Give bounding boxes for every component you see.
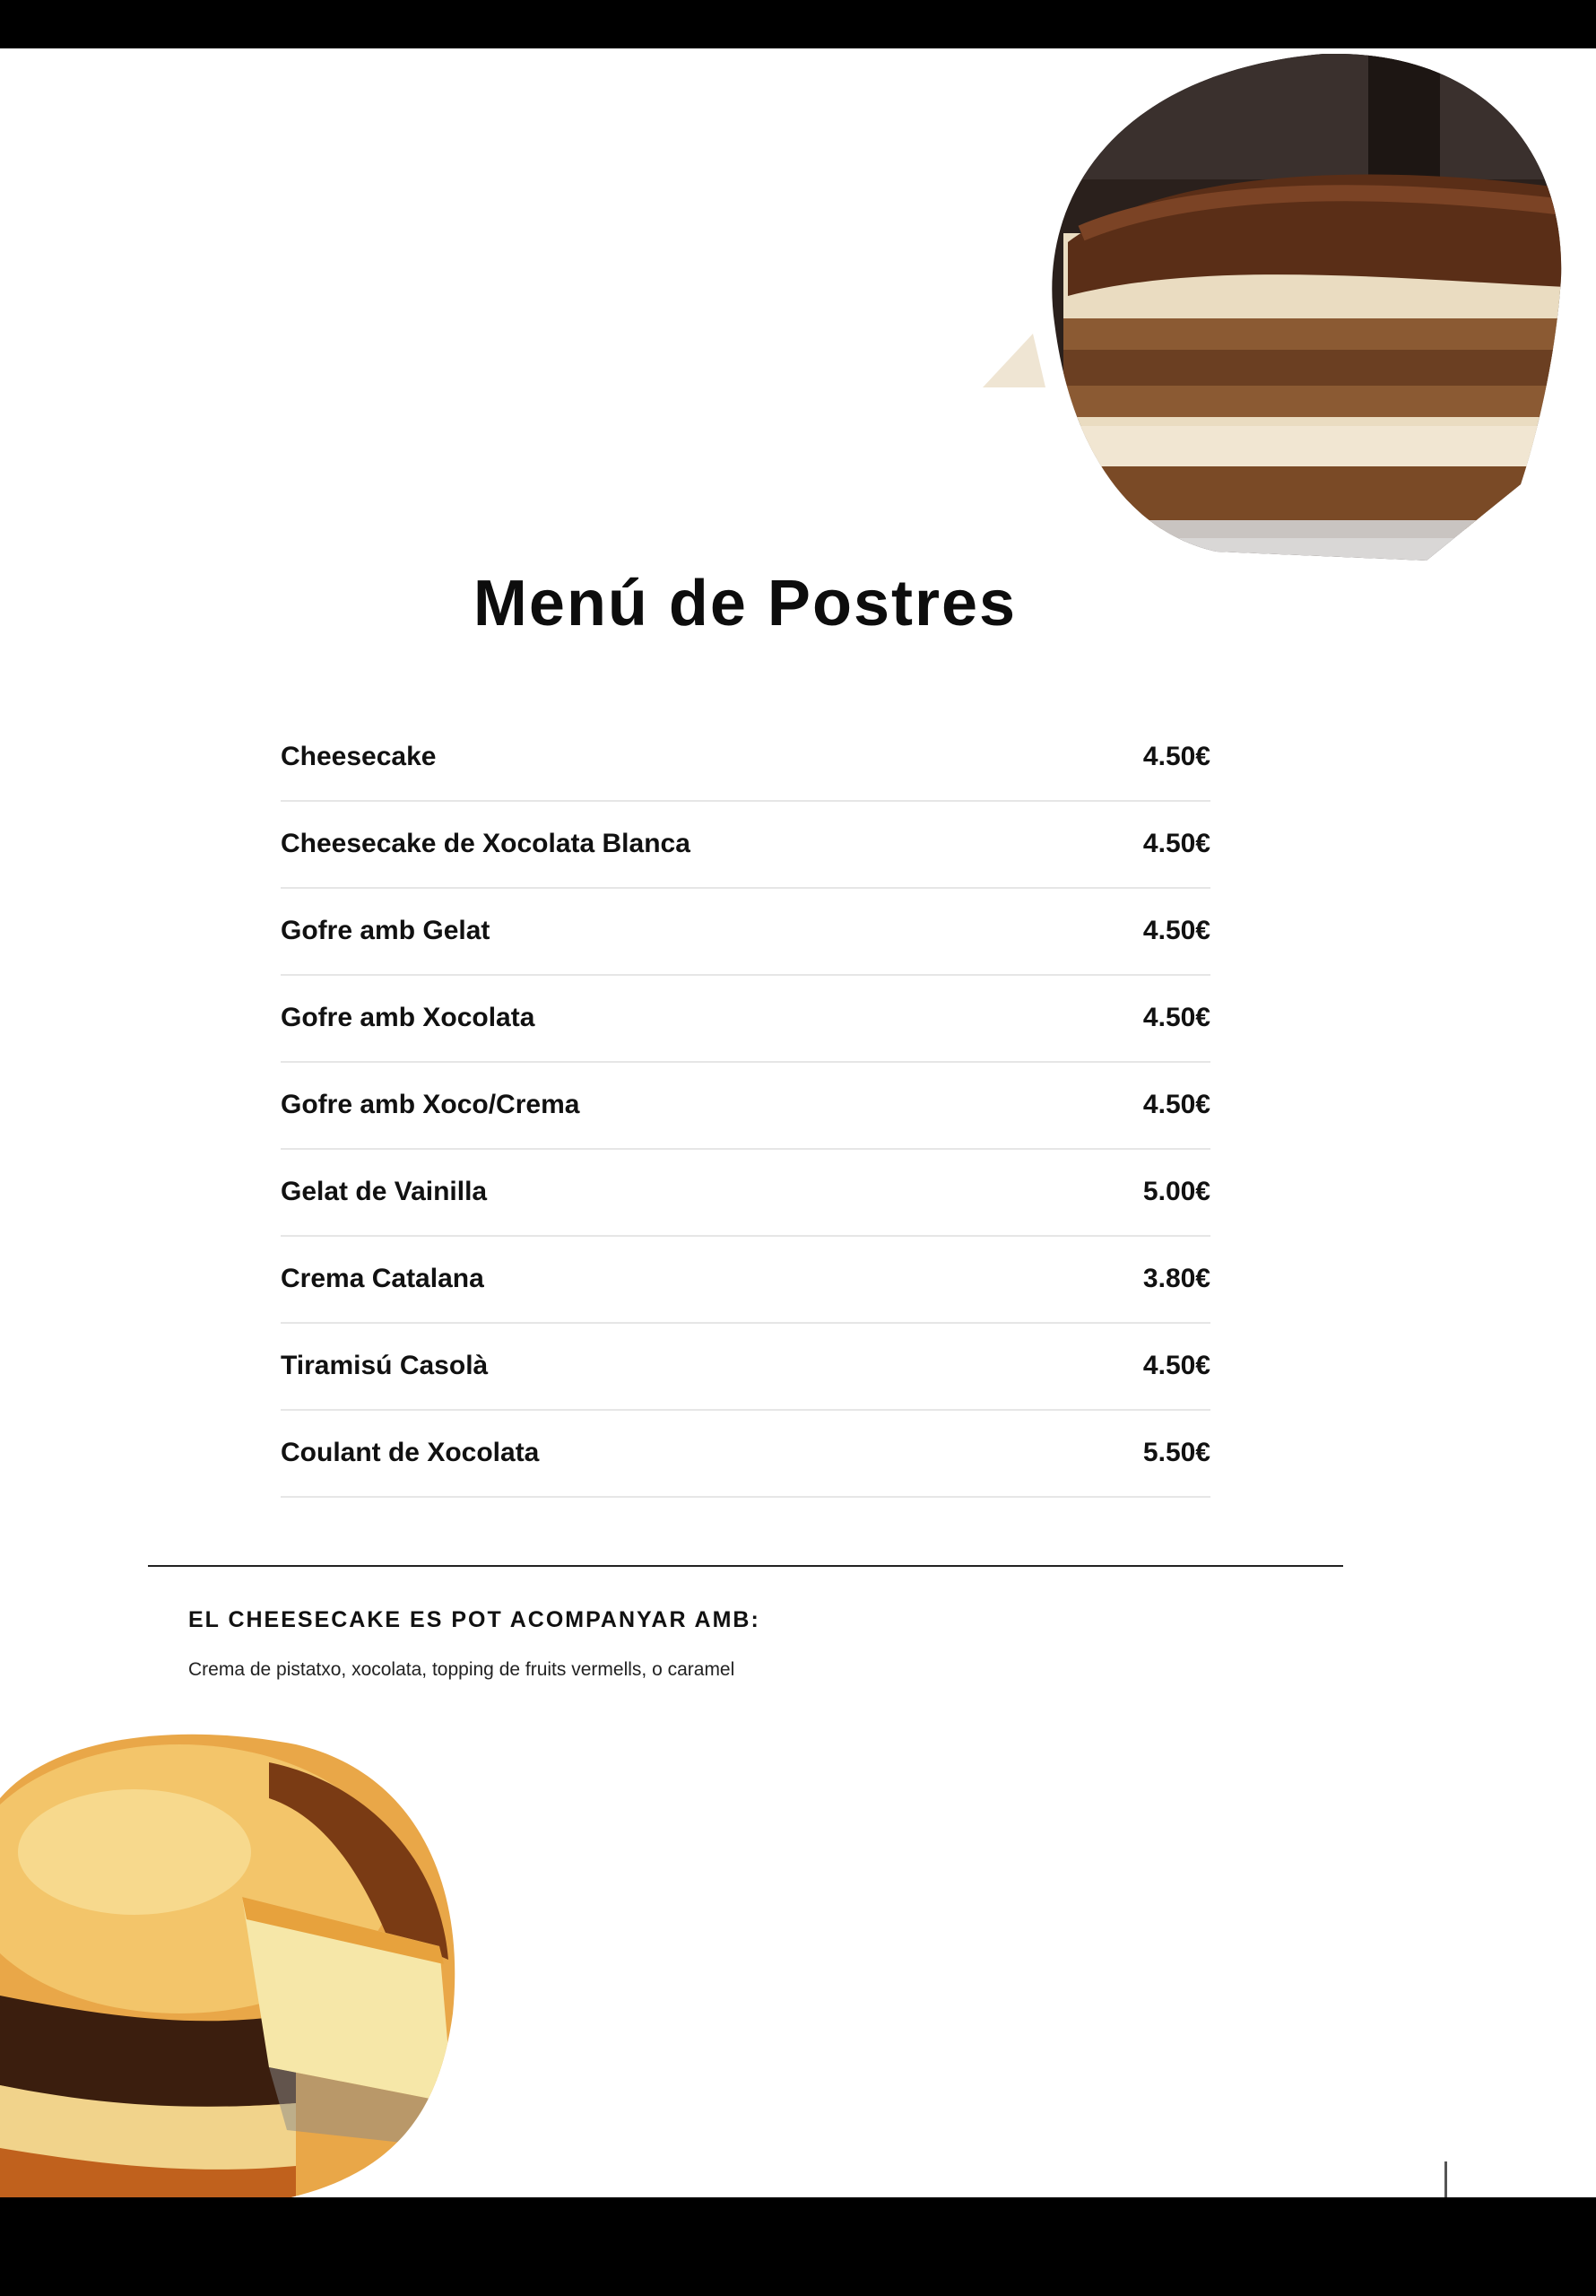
menu-item-price: 4.50€ (1142, 742, 1210, 771)
menu-item-name: Cheesecake (281, 742, 437, 771)
text-cursor (1444, 2161, 1447, 2199)
menu-item-name: Crema Catalana (281, 1264, 484, 1293)
menu-row (281, 715, 1210, 802)
menu-row (281, 889, 1210, 976)
page-title: Menú de Postres (473, 568, 1018, 639)
menu-item-name: Coulant de Xocolata (281, 1438, 540, 1467)
menu-item-name: Gofre amb Xoco/Crema (281, 1090, 580, 1119)
menu-item-name: Gelat de Vainilla (281, 1177, 488, 1206)
menu-item-price: 4.50€ (1142, 1003, 1210, 1032)
dessert-menu-list (281, 715, 1210, 1498)
menu-row (281, 802, 1210, 889)
menu-item-price: 3.80€ (1142, 1264, 1210, 1293)
menu-item-name: Cheesecake de Xocolata Blanca (281, 829, 690, 858)
menu-item-price: 4.50€ (1142, 829, 1210, 858)
tiramisu-photo (983, 54, 1566, 565)
menu-item-name: Tiramisú Casolà (281, 1351, 489, 1380)
note-text: Crema de pistatxo, xocolata, topping de fruits vermells, o caramel (188, 1659, 735, 1680)
menu-item-price: 4.50€ (1142, 1351, 1210, 1380)
menu-row (281, 1150, 1210, 1237)
menu-row (281, 1237, 1210, 1324)
menu-row (281, 1324, 1210, 1411)
section-divider (148, 1565, 1343, 1567)
menu-row (281, 1411, 1210, 1498)
bottom-black-bar (0, 2197, 1596, 2296)
top-black-bar (0, 0, 1596, 48)
menu-row (281, 976, 1210, 1063)
note-heading: EL CHEESECAKE ES POT ACOMPANYAR AMB: (188, 1607, 760, 1632)
menu-item-price: 4.50€ (1142, 916, 1210, 945)
menu-item-price: 5.00€ (1142, 1177, 1210, 1206)
menu-item-price: 4.50€ (1142, 1090, 1210, 1119)
cheesecake-photo (0, 1726, 459, 2206)
menu-item-name: Gofre amb Gelat (281, 916, 490, 945)
menu-item-name: Gofre amb Xocolata (281, 1003, 535, 1032)
menu-row (281, 1063, 1210, 1150)
menu-item-price: 5.50€ (1142, 1438, 1210, 1467)
